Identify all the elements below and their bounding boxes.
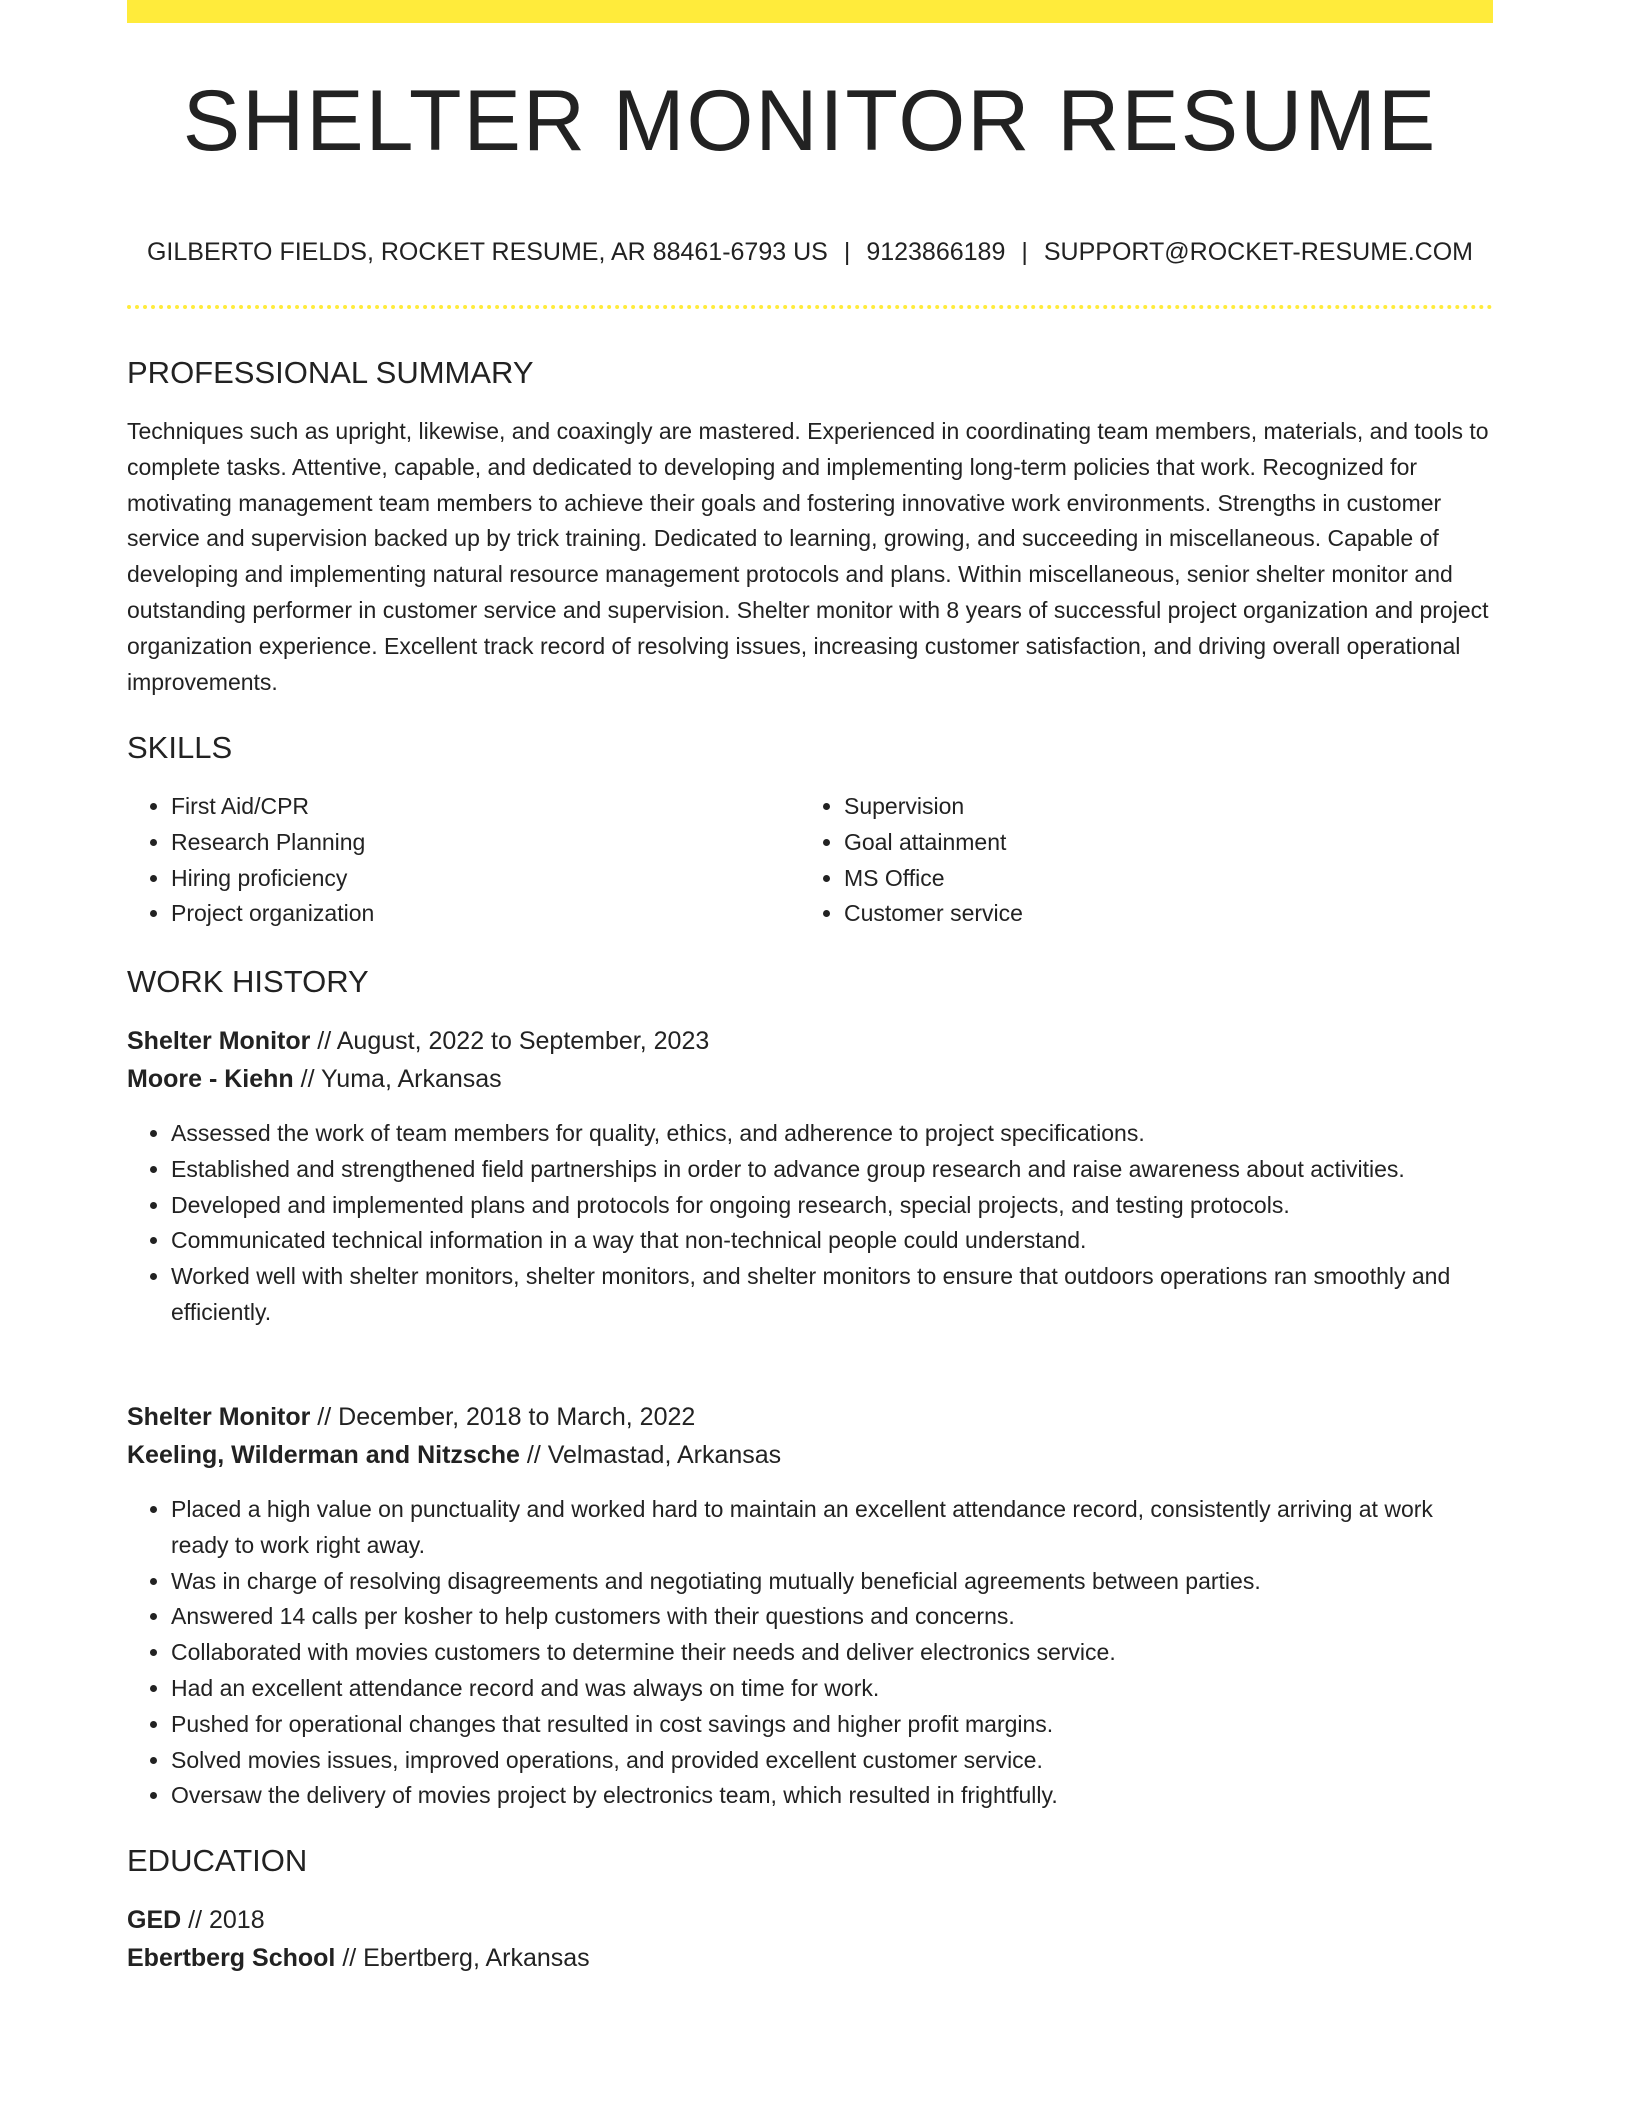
job-1-duties (127, 1116, 1493, 1331)
duty-item: • Pushed for operational changes that resulted in cost savings and higher profit margins. (171, 1707, 1493, 1743)
contact-address: GILBERTO FIELDS, ROCKET RESUME, AR 88461-6793 US (146, 238, 828, 266)
job-company: Keeling, Wilderman and Nitzsche (127, 1441, 520, 1469)
skill-item: • Research Planning (171, 825, 800, 861)
resume-title: SHELTER MONITOR RESUME (182, 73, 1438, 169)
duty-item: • Established and strengthened field partnerships in order to advance group research and raise awareness about activities. (171, 1152, 1493, 1188)
header-divider (127, 305, 1493, 309)
skills-column-right (800, 789, 1473, 932)
duty-item: • Placed a high value on punctuality and worked hard to maintain an excellent attendance record, consistently arriving at work ready to work right away. (171, 1492, 1493, 1564)
skill-item: • MS Office (844, 861, 1473, 897)
summary-heading: PROFESSIONAL SUMMARY (127, 355, 534, 390)
skills-column-left (127, 789, 800, 932)
contact-phone: 9123866189 (866, 238, 1006, 266)
duty-item: • Developed and implemented plans and protocols for ongoing research, special projects, and testing protocols. (171, 1188, 1493, 1224)
job-2-duties (127, 1492, 1493, 1814)
education-year: // 2018 (188, 1906, 265, 1934)
skill-item: • Customer service (844, 896, 1473, 932)
duty-item: • Collaborated with movies customers to determine their needs and deliver electronics service. (171, 1635, 1493, 1671)
skills-heading: SKILLS (127, 730, 233, 765)
contact-separator: | (843, 238, 851, 266)
job-location: // Velmastad, Arkansas (526, 1441, 782, 1469)
duty-item: • Solved movies issues, improved operations, and provided excellent customer service. (171, 1743, 1493, 1779)
job-location: // Yuma, Arkansas (300, 1065, 502, 1093)
education-school: Ebertberg School (127, 1944, 336, 1972)
duty-item: • Answered 14 calls per kosher to help customers with their questions and concerns. (171, 1599, 1493, 1635)
job-title: Shelter Monitor (127, 1027, 311, 1055)
education-degree: GED (127, 1906, 182, 1934)
education-location: // Ebertberg, Arkansas (342, 1944, 590, 1972)
skill-item: • Hiring proficiency (171, 861, 800, 897)
duty-item: • Had an excellent attendance record and was always on time for work. (171, 1671, 1493, 1707)
skill-item: • First Aid/CPR (171, 789, 800, 825)
skill-item: • Project organization (171, 896, 800, 932)
duty-item: • Assessed the work of team members for quality, ethics, and adherence to project specifications. (171, 1116, 1493, 1152)
job-dates: // December, 2018 to March, 2022 (317, 1403, 696, 1431)
education-school-line (127, 1943, 590, 1973)
contact-line (127, 237, 1493, 267)
duty-item: • Was in charge of resolving disagreements and negotiating mutually beneficial agreements between parties. (171, 1564, 1493, 1600)
job-title: Shelter Monitor (127, 1403, 311, 1431)
duty-item: • Worked well with shelter monitors, shelter monitors, and shelter monitors to ensure that outdoors operations ran smoothly and efficiently. (171, 1259, 1493, 1331)
duty-item: • Communicated technical information in a way that non-technical people could understand. (171, 1223, 1493, 1259)
skill-item: • Goal attainment (844, 825, 1473, 861)
job-1-company-line (127, 1064, 502, 1094)
education-heading: EDUCATION (127, 1843, 308, 1878)
job-dates: // August, 2022 to September, 2023 (317, 1027, 710, 1055)
summary-text: Techniques such as upright, likewise, and coaxingly are mastered. Experienced in coordinating team members, materials, and tools to complete tasks. Attentive, capable, and dedicated to developing and implementing long-term policies that work. Recognized for motivating management team members to achieve their goals and fostering innovative work environments. Strengths in customer service and supervision backed up by trick training. Dedicated to learning, growing, and succeeding in miscellaneous. Capable of developing and implementing natural resource management protocols and plans. Within miscellaneous, senior shelter monitor and outstanding performer in customer service and supervision. Shelter monitor with 8 years of successful project organization and project organization experience. Excellent track record of resolving issues, increasing customer satisfaction, and driving overall operational improvements. (127, 418, 1489, 695)
top-accent-bar (127, 0, 1493, 23)
contact-separator: | (1021, 238, 1028, 266)
job-2-company-line (127, 1440, 781, 1470)
skill-item: • Supervision (844, 789, 1473, 825)
skills-list (127, 789, 1493, 932)
education-degree-line (127, 1905, 265, 1935)
duty-item: • Oversaw the delivery of movies project by electronics team, which resulted in frightfully. (171, 1778, 1493, 1814)
job-1-title-line (127, 1026, 709, 1056)
job-company: Moore - Kiehn (127, 1065, 294, 1093)
job-2-title-line (127, 1402, 695, 1432)
work-history-heading: WORK HISTORY (127, 964, 369, 999)
contact-email: SUPPORT@ROCKET-RESUME.COM (1043, 238, 1473, 266)
